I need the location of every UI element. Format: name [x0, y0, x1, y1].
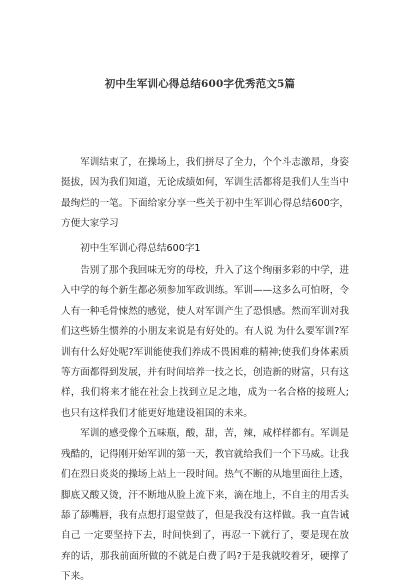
body-paragraph: 告别了那个我回味无穷的母校，升入了这个绚丽多彩的中学，进入中学的每个新生都必须参加军政训练。军训——这多么可怕呀，令人有一种毛骨悚然的感觉，使人对军训产生了恐惧感。然而军训对我们这些娇生惯养的小朋友来说是有好处的。有人说 为什么要军训?军训有什么好处呢?军训能使我们养成不畏困难的精神;使我们身体素质等方面都得到发展，并有时间培养一技之长，创造新的财富，只有这样，我们将来才能在社会上找到立足之地，成为一名合格的接班人;也只有这样我们才能更好地建设祖国的未来。: [61, 265, 349, 419]
section-heading: 初中生军训心得总结600字1: [80, 242, 201, 254]
document-title: 初中生军训心得总结600字优秀范文5篇: [104, 78, 296, 90]
document-body: [61, 153, 349, 588]
body-paragraph: 军训的感受像个五味瓶，酸，甜，苦，辣，咸样样都有。军训是残酷的，记得刚开始军训的第一天，教官就给我们一个下马威。让我们在烈日炎炎的操场上站上一段时间。热气不断的从地里面往上透，脚底又酸又烫，汗不断地从脸上流下来，滴在地上，不自主的用舌头舔了舔嘴唇，我有点想打退堂鼓了，但是我没有这样做。我一直告诫自己 一定要坚持下去，时间快到了，再忍一下就行了，要是现在放弃的话，那我前面所做的不就是白费了吗?于是我就咬着牙，硬撑了下来。: [61, 428, 349, 583]
intro-paragraph: 军训结束了，在操场上，我们拼尽了全力，个个斗志激昂，身姿挺拔，因为我们知道，无论成绩如何，军训生活都将是我们人生当中最绚烂的一笔。下面给家分享一些关于初中生军训心得总结600字，方便大家学习: [61, 157, 349, 230]
